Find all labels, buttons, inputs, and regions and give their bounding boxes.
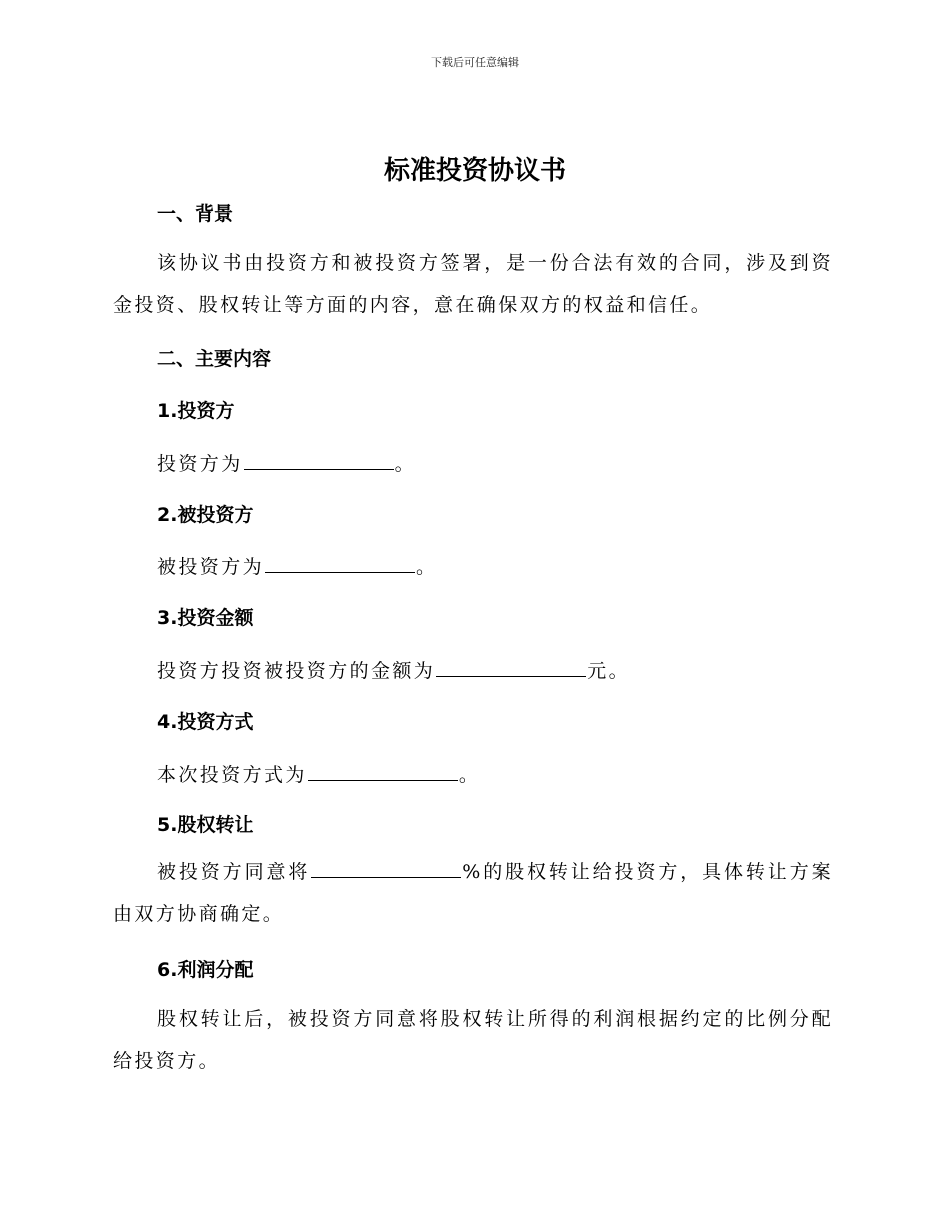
investor-suffix: 。: [394, 453, 417, 475]
profit-distribution-paragraph: 股权转让后，被投资方同意将股权转让所得的利润根据约定的比例分配给投资方。: [113, 1008, 833, 1072]
method-suffix: 。: [458, 764, 481, 786]
investee-label: 被投资方为: [157, 556, 265, 578]
document-title: 标准投资协议书: [383, 156, 566, 186]
method-label: 本次投资方式为: [157, 764, 307, 786]
heading-investment-method: 4.投资方式: [157, 711, 254, 733]
investee-blank[interactable]: [265, 554, 415, 573]
header-note: 下载后可任意编辑: [431, 56, 519, 69]
investor-label: 投资方为: [157, 453, 243, 475]
investor-line: [157, 449, 416, 476]
section-heading-main-content: 二、主要内容: [157, 348, 272, 370]
amount-blank[interactable]: [436, 658, 586, 677]
method-line: [157, 760, 480, 787]
equity-label: 被投资方同意将: [157, 861, 311, 883]
heading-profit-distribution: 6.利润分配: [157, 959, 254, 981]
equity-percent-blank[interactable]: [311, 859, 461, 878]
amount-suffix: 元。: [587, 660, 631, 682]
section-heading-background: 一、背景: [157, 203, 234, 225]
investee-suffix: 。: [416, 556, 438, 578]
background-paragraph: 该协议书由投资方和被投资方签署，是一份合法有效的合同，涉及到资金投资、股权转让等方面的内容，意在确保双方的权益和信任。: [113, 252, 833, 316]
amount-line: [157, 656, 630, 683]
investor-blank[interactable]: [244, 451, 394, 470]
amount-label: 投资方投资被投资方的金额为: [157, 660, 436, 682]
heading-investee: 2.被投资方: [157, 504, 254, 526]
heading-investor: 1.投资方: [157, 400, 235, 422]
equity-suffix: %的股权转让给投资方，具体转让方案由双方协商确定。: [113, 861, 833, 925]
method-blank[interactable]: [308, 762, 458, 781]
heading-equity-transfer: 5.股权转让: [157, 814, 254, 836]
heading-investment-amount: 3.投资金额: [157, 607, 254, 629]
equity-transfer-paragraph: [113, 851, 833, 935]
investee-line: [157, 552, 437, 579]
